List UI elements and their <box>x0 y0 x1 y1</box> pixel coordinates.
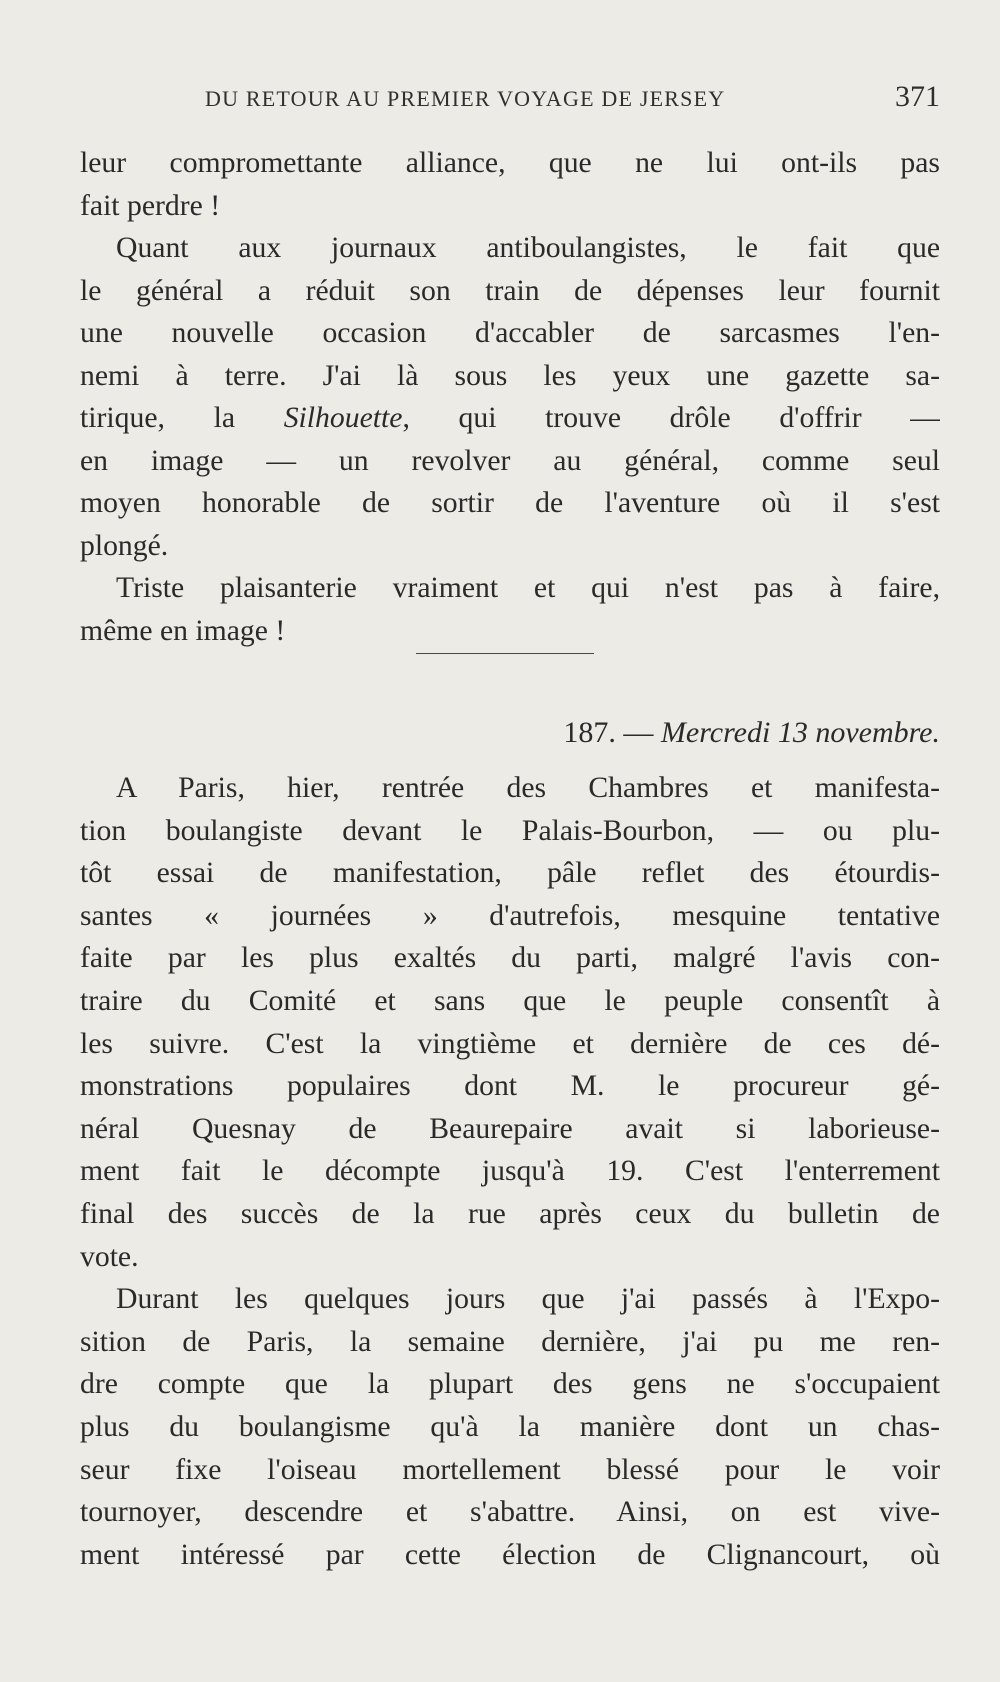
running-title: DU RETOUR AU PREMIER VOYAGE DE JERSEY <box>205 86 726 111</box>
paragraph-start-line: Quant aux journaux antiboulangistes, le fait que <box>116 232 940 264</box>
entry-heading <box>380 710 940 756</box>
text-block-1 <box>80 142 940 652</box>
text-fragment: tirique, la <box>80 402 284 434</box>
text-line: moyen honorable de sortir de l'aventure où il s'est <box>80 487 940 519</box>
text-line: le général a réduit son train de dépenses leur fournit <box>80 274 940 307</box>
text-fragment: , qui trouve drôle d'offrir — <box>402 402 940 434</box>
text-line: une nouvelle occasion d'accabler de sarcasmes l'en- <box>80 317 940 349</box>
text-line-with-title <box>80 397 940 440</box>
text-line: les suivre. C'est la vingtième et dernière de ces dé- <box>80 1027 940 1060</box>
text-line: santes « journées » d'autrefois, mesquine tentative <box>80 899 940 932</box>
paragraph-start-line: A Paris, hier, rentrée des Chambres et manifesta- <box>116 772 940 804</box>
text-block-2 <box>80 767 940 1576</box>
running-head <box>80 82 940 122</box>
text-line: leur compromettante alliance, que ne lui ont-ils pas <box>80 147 940 179</box>
text-line: nemi à terre. J'ai là sous les yeux une gazette sa- <box>80 359 940 392</box>
text-line: même en image ! <box>80 614 286 647</box>
text-line: vote. <box>80 1240 139 1273</box>
text-line: ment fait le décompte jusqu'à 19. C'est l'enterrement <box>80 1155 940 1188</box>
text-line: ment intéressé par cette élection de Clignancourt, où <box>80 1538 940 1571</box>
text-line: monstrations populaires dont M. le procureur gé- <box>80 1070 940 1103</box>
text-line: en image — un revolver au général, comme seul <box>80 444 940 477</box>
page-number: 371 <box>895 80 940 113</box>
text-line: tôt essai de manifestation, pâle reflet des étourdis- <box>80 857 940 890</box>
text-line: traire du Comité et sans que le peuple consentît à <box>80 984 940 1017</box>
text-line: plongé. <box>80 529 169 562</box>
text-line: plus du boulangisme qu'à la manière dont un chas- <box>80 1410 940 1443</box>
text-line: faite par les plus exaltés du parti, malgré l'avis con- <box>80 942 940 975</box>
text-line: tion boulangiste devant le Palais-Bourbon, — ou plu- <box>80 814 940 847</box>
periodical-title: Silhouette <box>283 402 403 434</box>
text-line: sition de Paris, la semaine dernière, j'ai pu me ren- <box>80 1325 940 1358</box>
text-line: fait perdre ! <box>80 189 221 222</box>
text-line: dre compte que la plupart des gens ne s'occupaient <box>80 1368 940 1401</box>
text-line: seur fixe l'oiseau mortellement blessé pour le voir <box>80 1453 940 1486</box>
section-separator <box>416 653 594 654</box>
text-line: final des succès de la rue après ceux du bulletin de <box>80 1197 940 1230</box>
paragraph-start-line: Durant les quelques jours que j'ai passés à l'Expo- <box>116 1283 940 1316</box>
text-line: néral Quesnay de Beaurepaire avait si laborieuse- <box>80 1112 940 1145</box>
text-line: tournoyer, descendre et s'abattre. Ainsi, on est vive- <box>80 1496 940 1529</box>
entry-number: 187. — <box>563 716 661 749</box>
paragraph-start-line: Triste plaisanterie vraiment et qui n'est pas à faire, <box>116 572 940 604</box>
entry-date: Mercredi 13 novembre. <box>660 716 940 749</box>
